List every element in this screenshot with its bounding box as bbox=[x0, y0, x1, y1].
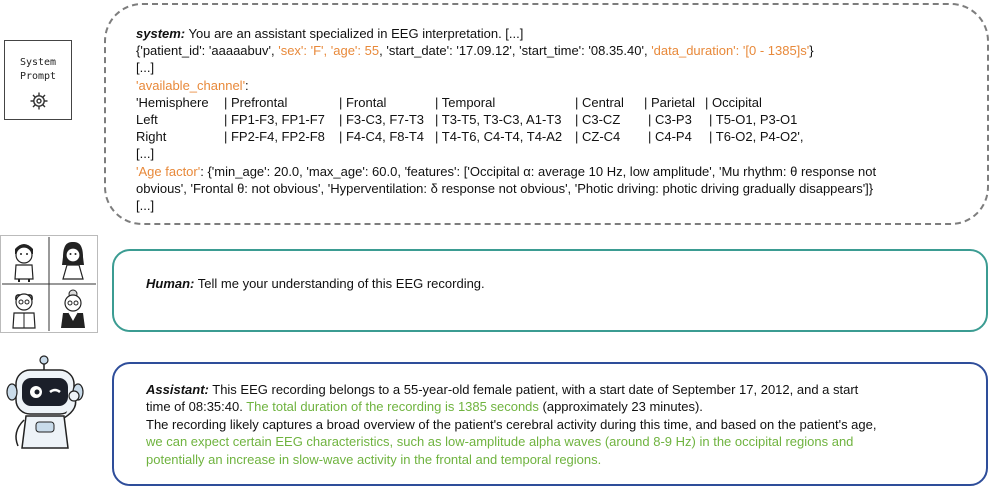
table-cell: | T6-O2, P4-O2', bbox=[709, 129, 804, 145]
meta-duration: 'data_duration': '[0 - 1385]s' bbox=[651, 43, 810, 59]
assistant-sentence-1: This EEG recording belongs to a 55-year-old female patient, with a start date of September 17, 2012, and a start bbox=[212, 382, 859, 397]
human-label: Human: bbox=[146, 276, 195, 291]
system-label: system: bbox=[136, 26, 186, 41]
system-intro: You are an assistant specialized in EEG interpretation. [...] bbox=[188, 26, 524, 41]
table-cell: | Occipital bbox=[705, 94, 762, 110]
table-cell: | T3-T5, T3-C3, A1-T3 bbox=[435, 111, 562, 127]
gear-icon bbox=[29, 91, 49, 111]
channel-right-row bbox=[136, 128, 966, 145]
system-prompt-text bbox=[136, 25, 966, 214]
system-prompt-icon-line2: Prompt bbox=[19, 71, 57, 82]
human-message bbox=[146, 275, 485, 292]
assistant-sentence-3: The recording likely captures a broad overview of the patient's cerebral activity during this time, and based on the patient's age, bbox=[146, 416, 877, 432]
robot-icon bbox=[4, 352, 90, 454]
family-icon bbox=[0, 235, 98, 333]
table-cell: 'Hemisphere bbox=[136, 94, 209, 110]
channel-heading bbox=[136, 77, 966, 94]
system-prompt-icon bbox=[4, 40, 72, 120]
assistant-sentence-2-tail: (approximately 23 minutes). bbox=[538, 399, 703, 415]
table-cell: | F4-C4, F8-T4 bbox=[339, 129, 425, 145]
channel-left-row bbox=[136, 111, 966, 128]
assistant-sentence-2: time of 08:35:40. bbox=[146, 399, 247, 415]
table-cell: | Parietal bbox=[644, 94, 696, 110]
channel-colon: : bbox=[245, 77, 249, 93]
table-cell: | Central bbox=[575, 94, 624, 110]
ellipsis-2: [...] bbox=[136, 146, 155, 162]
table-cell: | Temporal bbox=[435, 94, 496, 110]
channel-key: 'available_channel' bbox=[136, 77, 246, 93]
channel-header-row bbox=[136, 94, 966, 111]
assistant-label: Assistant: bbox=[146, 382, 209, 397]
ellipsis-1: [...] bbox=[136, 60, 155, 76]
table-cell: Left bbox=[136, 111, 158, 127]
table-cell: | FP1-F3, FP1-F7 bbox=[224, 111, 325, 127]
age-factor-line-2: obvious', 'Frontal θ: not obvious', 'Hyperventilation: δ response not obvious', 'Photic driving: photic driving gradually disappears']} bbox=[136, 180, 874, 196]
meta-sex-age: 'sex': 'F', 'age': 55 bbox=[278, 43, 380, 59]
table-cell: | Frontal bbox=[339, 94, 387, 110]
table-cell: | C3-CZ bbox=[575, 111, 621, 127]
table-cell: | T5-O1, P3-O1 bbox=[709, 111, 798, 127]
meta-part-2: , 'start_date': '17.09.12', 'start_time': '08.35.40', bbox=[379, 43, 652, 59]
table-cell: Right bbox=[136, 129, 167, 145]
table-cell: | F3-C3, F7-T3 bbox=[339, 111, 425, 127]
assistant-message bbox=[146, 381, 976, 468]
age-key: 'Age factor' bbox=[136, 163, 201, 179]
assistant-duration-highlight: The total duration of the recording is 1385 seconds bbox=[246, 399, 539, 415]
table-cell: | C4-P4 bbox=[648, 129, 692, 145]
assistant-highlight-2: potentially an increase in slow-wave activity in the frontal and temporal regions. bbox=[146, 451, 602, 467]
age-line-1: : {'min_age': 20.0, 'max_age': 60.0, 'features': ['Occipital α: average 10 Hz, low amplitude', 'Mu rhythm: θ response not bbox=[200, 163, 877, 179]
patient-meta-line bbox=[136, 42, 966, 59]
table-cell: | Prefrontal bbox=[224, 94, 288, 110]
table-cell: | FP2-F4, FP2-F8 bbox=[224, 129, 325, 145]
table-cell: | C3-P3 bbox=[648, 111, 692, 127]
assistant-highlight-1: we can expect certain EEG characteristics, such as low-amplitude alpha waves (around 8-9 Hz) in the occipital regions and bbox=[146, 434, 854, 450]
system-prompt-icon-line1: System bbox=[19, 57, 57, 68]
human-text: Tell me your understanding of this EEG recording. bbox=[197, 276, 485, 291]
meta-part-1: {'patient_id': 'aaaaabuv', bbox=[136, 43, 279, 59]
table-cell: | T4-T6, C4-T4, T4-A2 bbox=[435, 129, 563, 145]
table-cell: | CZ-C4 bbox=[575, 129, 621, 145]
age-factor-line-1 bbox=[136, 163, 966, 180]
meta-part-3: } bbox=[809, 43, 814, 59]
ellipsis-3: [...] bbox=[136, 197, 155, 213]
